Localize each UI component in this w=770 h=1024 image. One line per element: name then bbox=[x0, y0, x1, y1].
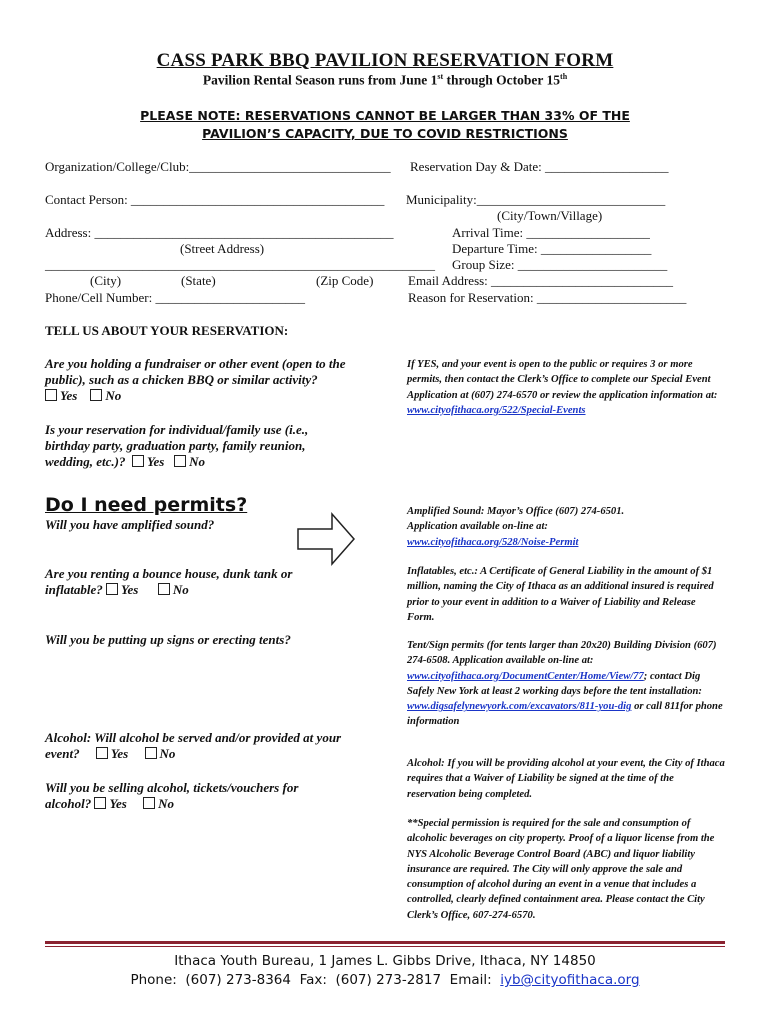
tent-text-2: ; contact Dig Safely New York at least 2 working days before the tent installation: bbox=[407, 670, 702, 697]
yes-label: Yes bbox=[110, 746, 129, 761]
document-center-link[interactable]: www.cityofithaca.org/DocumentCenter/Home/View/77 bbox=[407, 670, 644, 682]
subtitle-part: through October 15 bbox=[443, 72, 561, 88]
footer-phone-fax: Phone: (607) 273-8364 Fax: (607) 273-2817 Email: bbox=[130, 972, 501, 988]
no-checkbox[interactable] bbox=[158, 583, 170, 595]
dig-safely-link[interactable]: www.digsafelynewyork.com/excavators/811-you-dig bbox=[407, 701, 632, 713]
special-event-text: If YES, and your event is open to the public or requires 3 or more permits, then contact the Clerk’s Office to complete our Special Event Application at (607) 274-6570 or review the application information at: bbox=[407, 359, 718, 401]
noise-permit-link[interactable]: www.cityofithaca.org/528/Noise-Permit bbox=[407, 536, 579, 548]
yes-checkbox[interactable] bbox=[94, 797, 106, 809]
footer-rule-thin bbox=[45, 946, 725, 947]
individual-question-text: Is your reservation for individual/family use (i.e., birthday party, graduation party, family reunion, wedding, etc.)? bbox=[45, 422, 309, 469]
tell-us-heading: TELL US ABOUT YOUR RESERVATION: bbox=[45, 323, 289, 338]
covid-note-line1: PLEASE NOTE: RESERVATIONS CANNOT BE LARGER THAN 33% OF THE bbox=[140, 108, 630, 123]
departure-time-field[interactable]: Departure Time: _________________ bbox=[452, 241, 652, 256]
yes-label: Yes bbox=[109, 796, 127, 811]
form-title: CASS PARK BBQ PAVILION RESERVATION FORM bbox=[156, 50, 614, 71]
footer-contact bbox=[0, 972, 770, 988]
rental-season bbox=[0, 72, 770, 89]
no-label: No bbox=[172, 582, 189, 597]
subtitle-sup: th bbox=[560, 72, 568, 81]
no-label: No bbox=[159, 746, 176, 761]
zip-label: (Zip Code) bbox=[316, 273, 374, 288]
no-checkbox[interactable] bbox=[143, 797, 155, 809]
amplified-sound-question: Will you have amplified sound? bbox=[45, 517, 215, 532]
phone-field[interactable]: Phone/Cell Number: _______________________ bbox=[45, 290, 305, 305]
bounce-question-text: Are you renting a bounce house, dunk tank or inflatable? bbox=[45, 566, 293, 597]
city-state-zip-line[interactable]: ____________________________________________________________ bbox=[45, 257, 435, 272]
arrival-time-field[interactable]: Arrival Time: ___________________ bbox=[452, 225, 650, 240]
yes-checkbox[interactable] bbox=[132, 455, 144, 467]
yes-label: Yes bbox=[121, 582, 139, 597]
municipality-field[interactable]: Municipality:_____________________________ bbox=[406, 192, 666, 207]
alcohol-info: Alcohol: If you will be providing alcohol at your event, the City of Ithaca requires that a Waiver of Liability be signed at the time of the reservation being completed. bbox=[407, 758, 725, 800]
fundraiser-question bbox=[45, 356, 370, 404]
no-checkbox[interactable] bbox=[145, 747, 157, 759]
footer-rule bbox=[45, 941, 725, 944]
fundraiser-question-text: Are you holding a fundraiser or other event (open to the public), such as a chicken BBQ or similar activity? bbox=[45, 356, 346, 387]
state-label: (State) bbox=[181, 273, 216, 288]
no-checkbox[interactable] bbox=[90, 389, 102, 401]
no-checkbox[interactable] bbox=[174, 455, 186, 467]
yes-checkbox[interactable] bbox=[96, 747, 108, 759]
subtitle-part: Pavilion Rental Season runs from June 1 bbox=[202, 72, 438, 88]
dig-text-2: or call 811for phone information bbox=[407, 701, 723, 728]
group-size-field[interactable]: Group Size: _______________________ bbox=[452, 257, 668, 272]
special-event-info bbox=[407, 357, 725, 418]
subtitle-sup: st bbox=[437, 72, 444, 81]
individual-use-question bbox=[45, 422, 345, 470]
contact-person-field[interactable]: Contact Person: _______________________________________ bbox=[45, 192, 385, 207]
special-permission-info: **Special permission is required for the sale and consumption of alcoholic beverages on city property. Proof of a liquor license from the NYS Alcoholic Beverage Control Board (ABC) and liquor liability insurance are required. The City will only approve the sale and consumption of alcohol during an event in a venue that includes a controlled, clearly defined containment area. Please contact the City Clerk’s Office, 607-274-6570. bbox=[407, 818, 715, 921]
permits-heading: Do I need permits? bbox=[45, 494, 248, 516]
no-label: No bbox=[105, 388, 122, 403]
organization-field[interactable]: Organization/College/Club:_______________________________ bbox=[45, 159, 391, 174]
inflatables-info: Inflatables, etc.: A Certificate of General Liability in the amount of $1 million, naming the City of Ithaca as an additional insured is required prior to your event in addition to a Waiver of Liability and Release Form. bbox=[407, 566, 714, 623]
city-town-village-label: (City/Town/Village) bbox=[497, 208, 603, 223]
alcohol-served-question bbox=[45, 730, 345, 762]
bounce-house-question bbox=[45, 566, 335, 598]
special-events-link[interactable]: www.cityofithaca.org/522/Special-Events bbox=[407, 404, 586, 416]
signs-tents-question: Will you be putting up signs or erecting tents? bbox=[45, 632, 291, 647]
address-field[interactable]: Address: ______________________________________________ bbox=[45, 225, 394, 240]
no-label: No bbox=[158, 796, 174, 811]
yes-label: Yes bbox=[147, 454, 165, 469]
yes-checkbox[interactable] bbox=[45, 389, 57, 401]
arrow-right-icon bbox=[296, 511, 358, 567]
yes-checkbox[interactable] bbox=[106, 583, 118, 595]
city-label: (City) bbox=[90, 273, 122, 288]
tent-permit-info bbox=[407, 638, 725, 730]
selling-question-text: Will you be selling alcohol, tickets/vouchers for alcohol? bbox=[45, 780, 299, 811]
email-field[interactable]: Email Address: ____________________________ bbox=[408, 273, 674, 288]
footer-address: Ithaca Youth Bureau, 1 James L. Gibbs Drive, Ithaca, NY 14850 bbox=[174, 953, 596, 969]
covid-note-line2: PAVILION’S CAPACITY, DUE TO COVID RESTRICTIONS bbox=[202, 126, 568, 141]
yes-label: Yes bbox=[60, 388, 78, 403]
no-label: No bbox=[189, 454, 205, 469]
amplified-sound-info bbox=[407, 504, 652, 550]
reason-field[interactable]: Reason for Reservation: _______________________ bbox=[408, 290, 687, 305]
alcohol-question-text: Alcohol: Will alcohol be served and/or provided at your event? bbox=[45, 730, 342, 761]
email-link[interactable]: iyb@cityofithaca.org bbox=[500, 972, 640, 988]
street-address-label: (Street Address) bbox=[180, 241, 265, 256]
reservation-date-field[interactable]: Reservation Day & Date: ___________________ bbox=[410, 159, 669, 174]
selling-alcohol-question bbox=[45, 780, 335, 812]
tent-text: Tent/Sign permits (for tents larger than 20x20) Building Division (607) 274-6508. Application available on-line at: bbox=[407, 640, 717, 667]
amplified-text: Amplified Sound: Mayor’s Office (607) 274-6501. Application available on-line at: bbox=[407, 506, 625, 533]
